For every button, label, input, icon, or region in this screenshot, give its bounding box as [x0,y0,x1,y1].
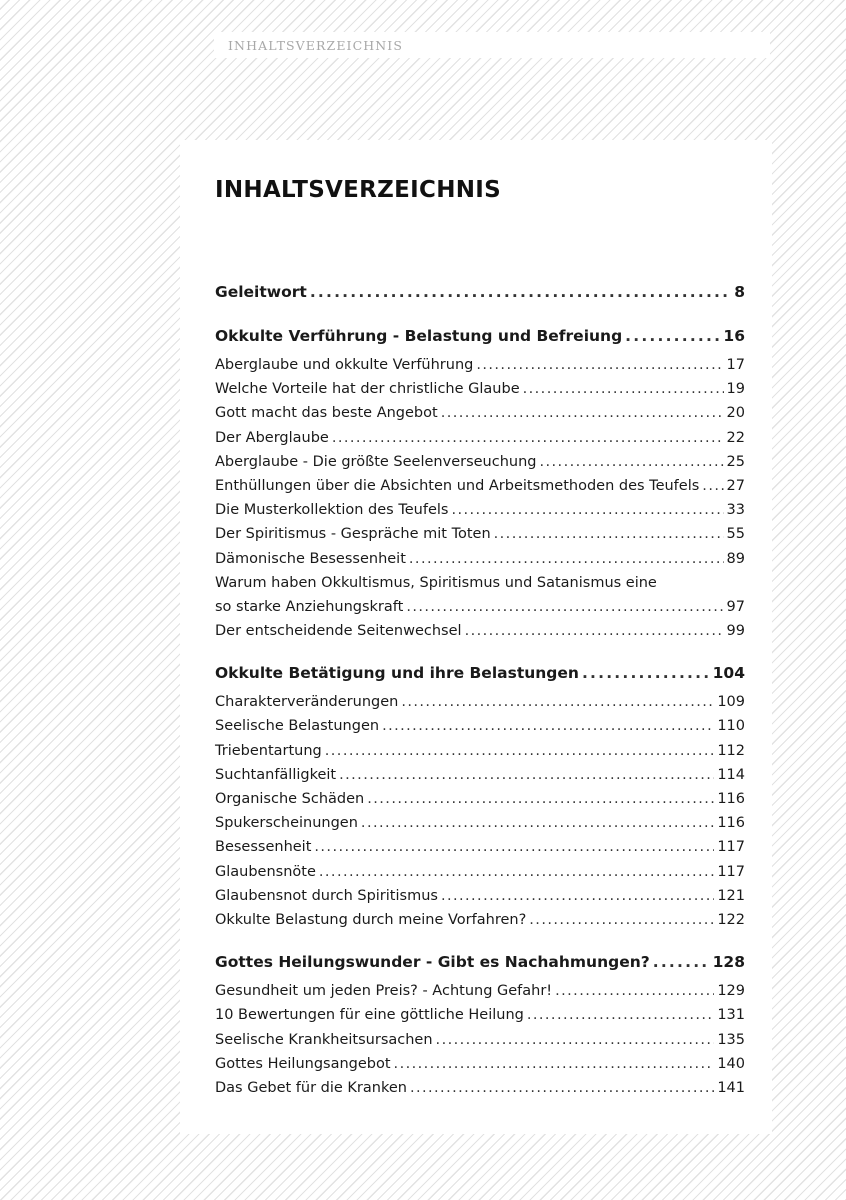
toc-page-number: 99 [726,623,745,640]
toc-page-number: 116 [717,815,745,832]
dot-leader [540,450,724,474]
toc-entry [215,787,745,811]
toc-page-number: 110 [717,718,745,735]
toc-section-heading [215,278,745,306]
toc-page-number: 89 [726,550,745,567]
toc-entry [215,1076,745,1100]
dot-leader [527,1003,714,1027]
dot-leader [441,401,724,425]
toc-page-number: 117 [717,863,745,880]
dot-leader [394,1052,715,1076]
toc-page-number: 55 [726,526,745,543]
toc-entry [215,450,745,474]
toc-entry-label: Gesundheit um jeden Preis? - Achtung Gefahr! [215,983,553,1000]
toc-entry-label: Der Aberglaube [215,429,329,446]
running-head [214,32,770,58]
toc-page-number: 22 [726,429,745,446]
toc-entry-label-line1: Warum haben Okkultismus, Spiritismus und Satanismus eine [215,574,657,591]
dot-leader [410,1076,714,1100]
toc-page-number: 131 [717,1007,745,1024]
toc-entry-label: so starke Anziehungskraft [215,598,404,615]
dot-leader [310,278,731,306]
dot-leader [523,377,724,401]
dot-leader [332,426,724,450]
toc-entry-label: Aberglaube und okkulte Verführung [215,357,474,373]
dot-leader [494,522,724,546]
toc-entry [215,1003,745,1027]
toc-entry-label: Gottes Heilungswunder - Gibt es Nachahmungen? [215,953,650,972]
dot-leader [625,322,720,350]
toc-entry [215,595,745,619]
toc-entry-label: Welche Vorteile hat der christliche Glaube [215,381,520,398]
toc-page-number: 129 [717,983,745,1000]
toc-entry-label: Seelische Belastungen [215,718,380,735]
toc-section [215,948,745,1100]
toc-entry-label: Charakterveränderungen [215,694,399,711]
toc-page-number: 114 [717,766,745,783]
dot-leader [436,1028,715,1052]
toc-page-number: 121 [717,887,745,904]
toc-entry-label: Besessenheit [215,839,312,856]
toc-entry-label: 10 Bewertungen für eine göttliche Heilung [215,1007,524,1024]
toc-entry-label: Dämonische Besessenheit [215,550,406,567]
dot-leader [555,979,714,1003]
toc-entry-label: Der Spiritismus - Gespräche mit Toten [215,526,491,543]
dot-leader [319,860,714,884]
toc-entry [215,1052,745,1076]
toc-entry [215,835,745,859]
toc-entry-label: Glaubensnöte [215,863,316,880]
page-title: INHALTSVERZEICHNIS [215,177,502,203]
toc-page-number: 33 [726,502,745,519]
toc-section-heading [215,948,745,976]
toc-entry-label: Gott macht das beste Angebot [215,405,438,422]
toc-entry [215,714,745,738]
toc-entry [215,908,745,932]
toc-section-heading [215,659,745,687]
toc-page-number: 104 [712,664,745,683]
toc-page-number: 17 [726,357,745,373]
toc-entry [215,763,745,787]
dot-leader [441,884,714,908]
toc-entry-label: Suchtanfälligkeit [215,766,337,783]
toc-entry-label: Spukerscheinungen [215,815,358,832]
toc-entry-label: Das Gebet für die Kranken [215,1079,407,1096]
toc-entry-label: Die Musterkollektion des Teufels [215,502,449,519]
toc-entry-label: Seelische Krankheitsursachen [215,1031,433,1048]
dot-leader [401,690,714,714]
toc-page-number: 109 [717,694,745,711]
dot-leader [325,739,715,763]
toc-entry [215,884,745,908]
toc-page-number: 20 [726,405,745,422]
toc-entry [215,811,745,835]
dot-leader [339,763,714,787]
running-head-text: INHALTSVERZEICHNIS [228,38,404,53]
toc-page-number: 140 [717,1055,745,1072]
toc-section-heading [215,322,745,350]
toc-entry-label: Triebentartung [215,742,322,759]
dot-leader [361,811,714,835]
dot-leader [367,787,714,811]
book-page [180,140,772,1134]
toc-entry-label: Geleitwort [215,283,307,301]
toc-page-number: 27 [726,477,745,494]
toc-page-number: 135 [717,1031,745,1048]
dot-leader [382,714,714,738]
dot-leader [314,835,714,859]
toc-entry [215,426,745,450]
toc-entry [215,401,745,425]
toc-page-number: 16 [723,327,745,345]
toc-entry [215,377,745,401]
toc-entry [215,1028,745,1052]
toc-entry [215,979,745,1003]
toc-page-number: 8 [734,283,745,301]
toc-page-number: 122 [717,911,745,928]
toc-entry [215,353,745,377]
dot-leader [465,619,724,643]
toc-entry-label: Okkulte Verführung - Belastung und Befreiung [215,327,623,345]
toc-entry [215,547,745,571]
toc-section [215,278,745,306]
toc-entry [215,619,745,643]
toc-entry-label: Gottes Heilungsangebot [215,1055,391,1072]
toc-entry-label: Enthüllungen über die Absichten und Arbeitsmethoden des Teufels [215,477,700,494]
toc-section [215,322,745,643]
toc-entry [215,739,745,763]
dot-leader [451,498,723,522]
toc-page-number: 112 [717,742,745,759]
toc-page-number: 25 [726,453,745,470]
toc-entry-label: Okkulte Belastung durch meine Vorfahren? [215,911,527,928]
dot-leader [582,659,710,687]
toc-page-number: 116 [717,791,745,807]
dot-leader [653,948,710,976]
toc-entry [215,498,745,522]
toc-page-number: 128 [712,953,745,972]
toc-entry [215,690,745,714]
toc-page-number: 19 [726,381,745,398]
toc-entry [215,522,745,546]
toc-page-number: 141 [717,1079,745,1096]
dot-leader [702,474,723,498]
toc-entry [215,860,745,884]
toc-entry-label: Der entscheidende Seitenwechsel [215,623,462,640]
dot-leader [409,547,724,571]
toc-entry-label: Aberglaube - Die größte Seelenverseuchung [215,453,537,470]
toc-entry [215,474,745,498]
toc-entry-label: Organische Schäden [215,791,365,807]
toc-page-number: 97 [726,598,745,615]
toc-section [215,659,745,932]
toc-entry-label: Glaubensnot durch Spiritismus [215,887,438,904]
table-of-contents [215,278,745,1116]
toc-page-number: 117 [717,839,745,856]
dot-leader [529,908,714,932]
dot-leader [406,595,723,619]
toc-entry-label: Okkulte Betätigung und ihre Belastungen [215,664,579,683]
dot-leader [476,353,723,377]
